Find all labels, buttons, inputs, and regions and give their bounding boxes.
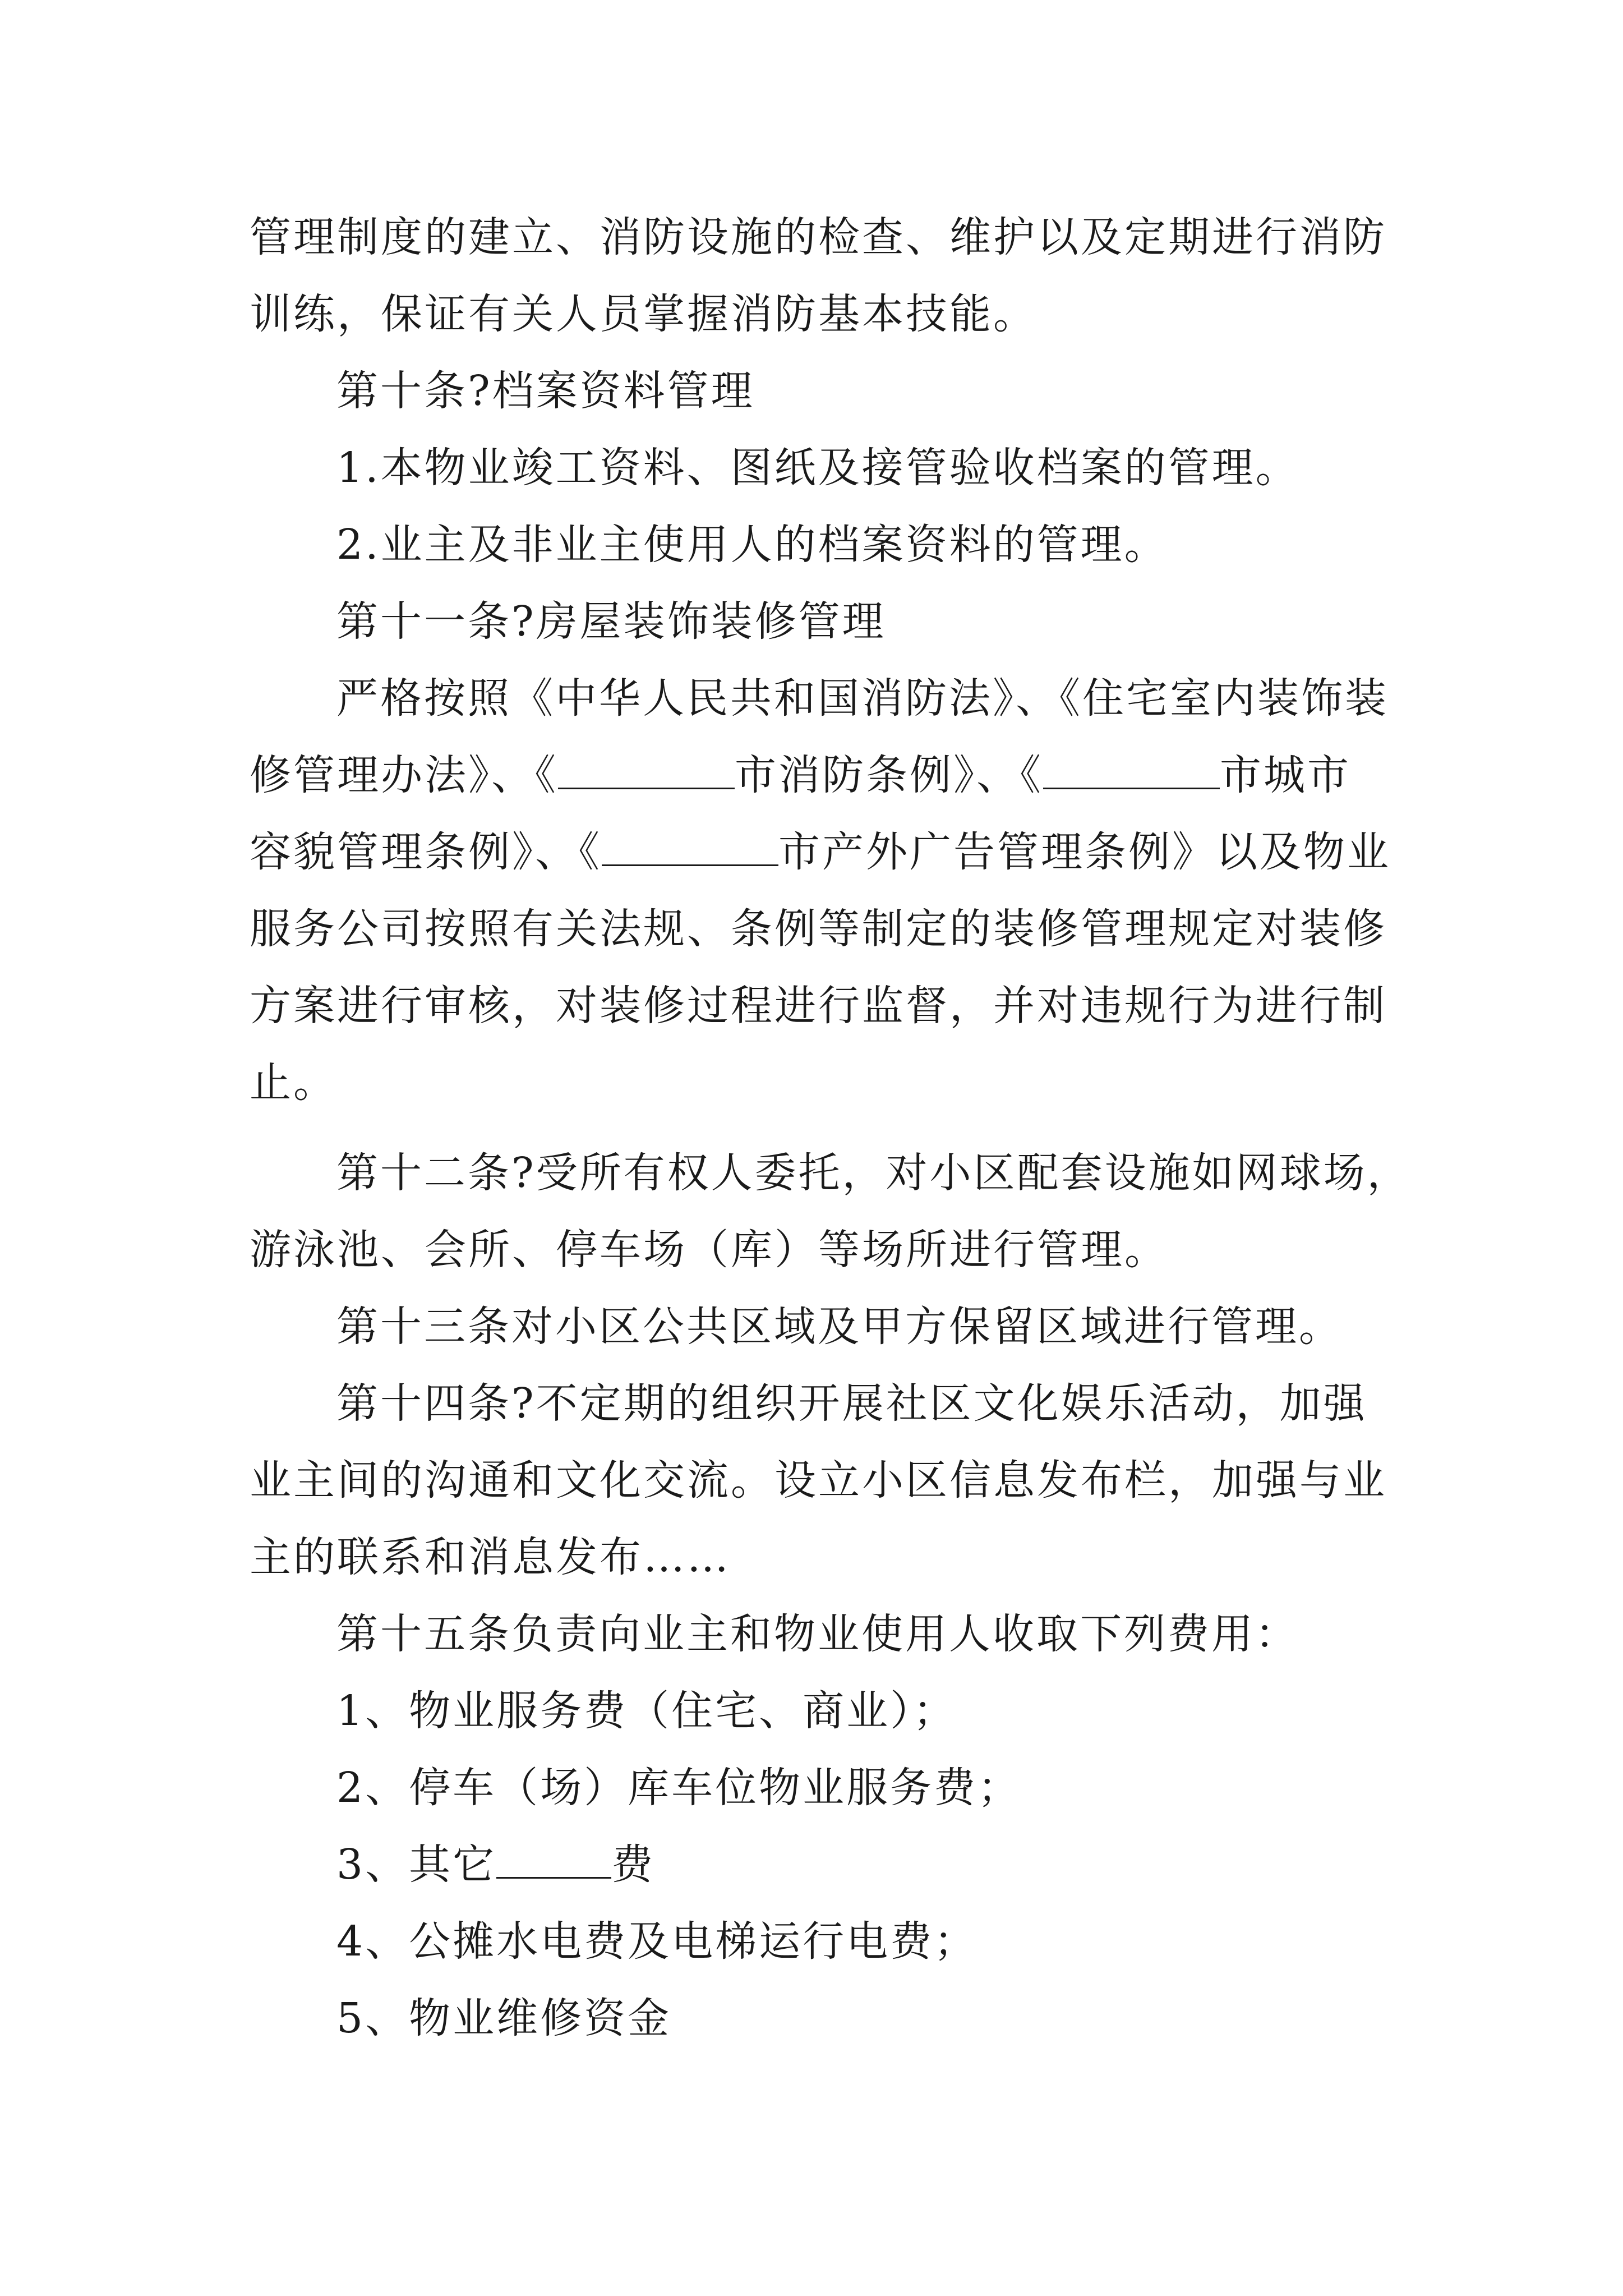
paragraph-line: 严格按照《中华人民共和国消防法》、《住宅室内装饰装 bbox=[336, 674, 1389, 723]
list-item: 4、公摊水电费及电梯运行电费； bbox=[336, 1917, 978, 1966]
document-body bbox=[250, 199, 1411, 2057]
text-segment: 容貌管理条例》、《 bbox=[250, 828, 602, 876]
paragraph-line bbox=[250, 737, 1391, 814]
article-heading: 第十条?档案资料管理 bbox=[336, 367, 755, 415]
text-segment: 费 bbox=[611, 1841, 656, 1889]
paragraph-line: 第十四条?不定期的组织开展社区文化娱乐活动，加强 bbox=[336, 1379, 1367, 1428]
paragraph-line: 业主间的沟通和文化交流。设立小区信息发布栏，加强与业 bbox=[250, 1456, 1387, 1504]
fill-in-blank bbox=[558, 755, 735, 789]
article-heading: 第十一条?房屋装饰装修管理 bbox=[336, 597, 886, 646]
paragraph-line: 主的联系和消息发布…… bbox=[250, 1533, 731, 1581]
fill-in-blank bbox=[1043, 755, 1220, 789]
list-item bbox=[250, 1826, 1391, 1903]
list-item: 1.本物业竣工资料、图纸及接管验收档案的管理。 bbox=[336, 444, 1299, 492]
paragraph-line: 管理制度的建立、消防设施的检查、维护以及定期进行消防 bbox=[250, 213, 1387, 261]
paragraph-line: 第十五条负责向业主和物业使用人收取下列费用： bbox=[336, 1610, 1299, 1658]
list-item: 1、物业服务费（住宅、商业）； bbox=[336, 1687, 957, 1735]
paragraph-line: 第十三条对小区公共区域及甲方保留区域进行管理。 bbox=[336, 1303, 1343, 1351]
text-segment: 修管理办法》、《 bbox=[250, 751, 558, 799]
list-item: 5、物业维修资金 bbox=[336, 1994, 672, 2042]
text-segment: 市消防条例》、《 bbox=[735, 751, 1043, 799]
paragraph-gap bbox=[250, 1121, 1391, 1135]
fill-in-blank bbox=[602, 832, 778, 866]
paragraph-line bbox=[250, 814, 1391, 891]
text-segment: 市城市 bbox=[1220, 751, 1351, 799]
fill-in-blank bbox=[496, 1844, 611, 1879]
list-item: 2、停车（场）库车位物业服务费； bbox=[336, 1764, 1022, 1812]
paragraph-line: 游泳池、会所、停车场（库）等场所进行管理。 bbox=[250, 1226, 1168, 1274]
paragraph-line: 训练，保证有关人员掌握消防基本技能。 bbox=[250, 290, 1037, 338]
paragraph-line: 方案进行审核，对装修过程进行监督，并对违规行为进行制 bbox=[250, 982, 1387, 1030]
paragraph-line: 第十二条?受所有权人委托，对小区配套设施如网球场， bbox=[336, 1149, 1411, 1197]
paragraph-line: 服务公司按照有关法规、条例等制定的装修管理规定对装修 bbox=[250, 905, 1387, 953]
list-item: 2.业主及非业主使用人的档案资料的管理。 bbox=[336, 521, 1168, 569]
text-segment: 市产外广告管理条例》以及物业 bbox=[778, 828, 1391, 876]
text-segment: 3、其它 bbox=[336, 1841, 497, 1889]
paragraph-line: 止。 bbox=[250, 1059, 337, 1107]
